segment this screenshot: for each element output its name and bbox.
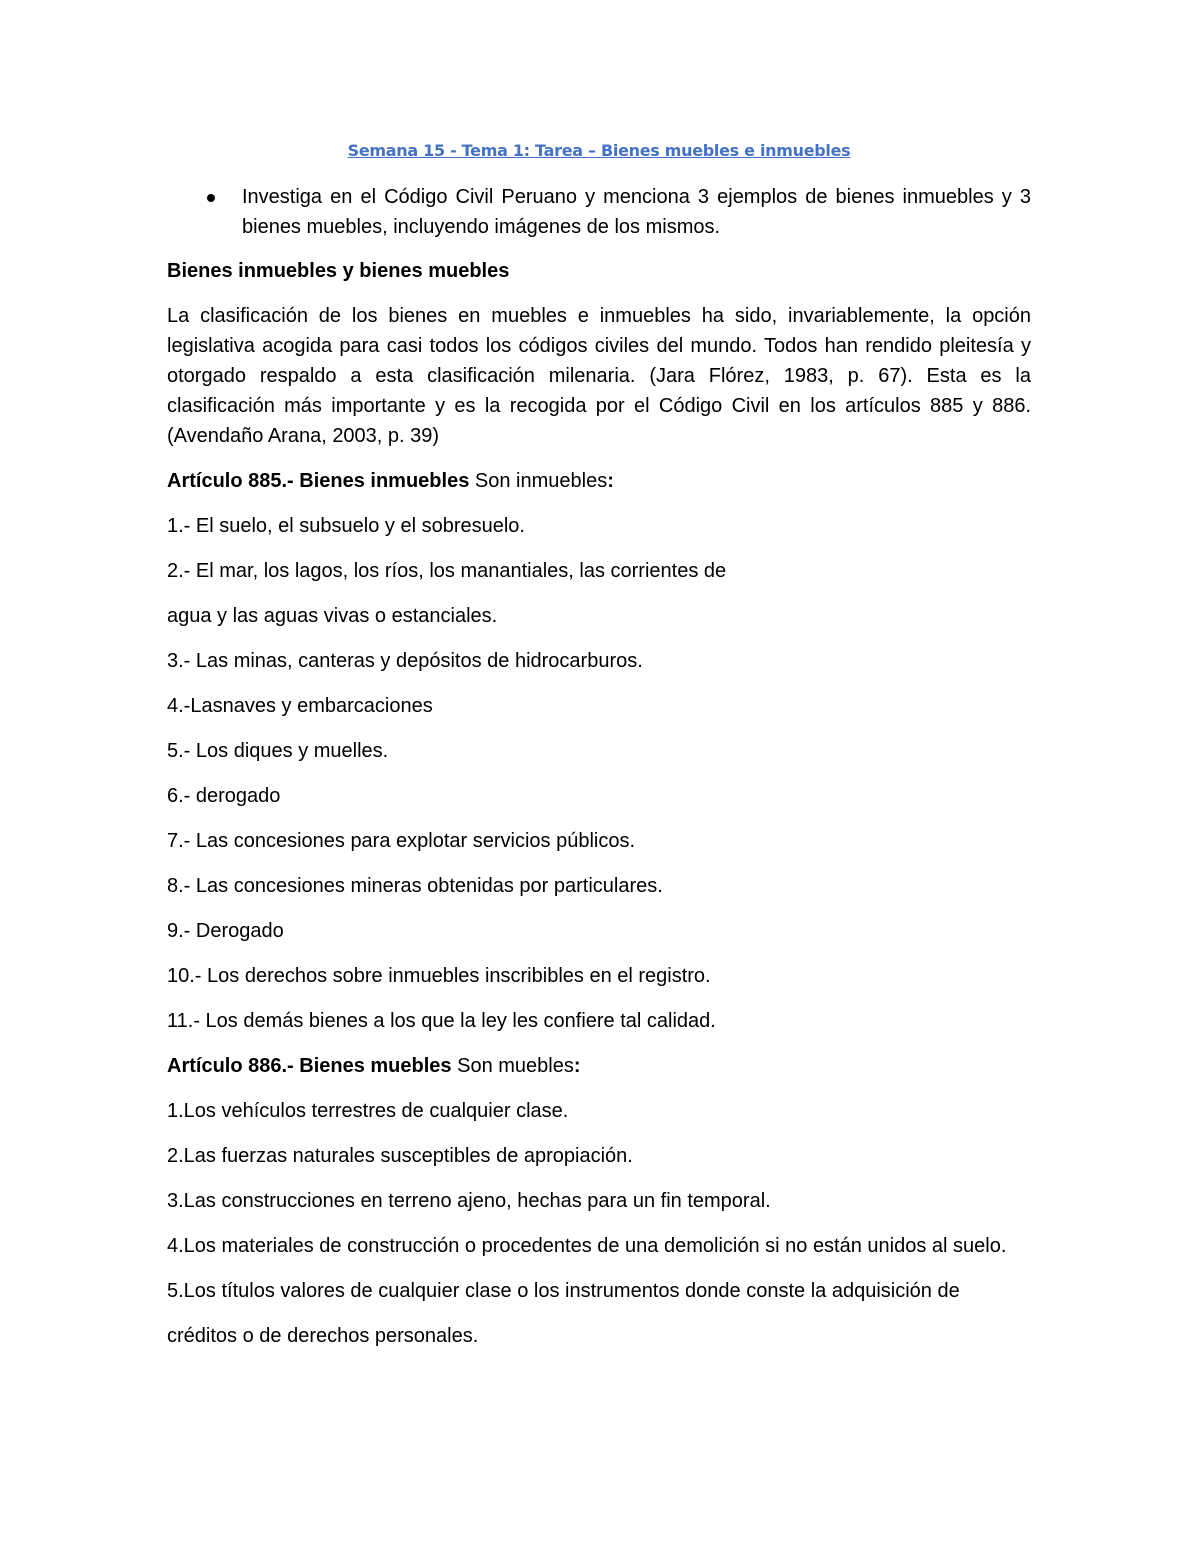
article-886-lead: Son muebles bbox=[451, 1055, 574, 1077]
list-item: 6.- derogado bbox=[167, 785, 281, 807]
article-885-colon: : bbox=[607, 470, 614, 492]
list-item: 11.- Los demás bienes a los que la ley les confiere tal calidad. bbox=[167, 1010, 716, 1032]
list-item: 7.- Las concesiones para explotar servicios públicos. bbox=[167, 830, 636, 852]
list-item: 1.Los vehículos terrestres de cualquier clase. bbox=[167, 1100, 569, 1122]
task-bullet-text: Investiga en el Código Civil Peruano y menciona 3 ejemplos de bienes inmuebles y 3 bienes muebles, incluyendo imágenes de los mismos. bbox=[242, 186, 1031, 238]
list-item: 10.- Los derechos sobre inmuebles inscribibles en el registro. bbox=[167, 965, 711, 987]
list-item: 4.-Lasnaves y embarcaciones bbox=[167, 695, 433, 717]
document-title: Semana 15 - Tema 1: Tarea – Bienes muebles e inmuebles bbox=[347, 141, 851, 160]
article-885-heading: Artículo 885.- Bienes inmuebles bbox=[167, 470, 470, 492]
list-item: 2.- El mar, los lagos, los ríos, los manantiales, las corrientes de bbox=[167, 560, 727, 582]
bullet-icon bbox=[207, 194, 215, 202]
list-item: 3.Las construcciones en terreno ajeno, hechas para un fin temporal. bbox=[167, 1190, 771, 1212]
list-item: 2.Las fuerzas naturales susceptibles de apropiación. bbox=[167, 1145, 633, 1167]
list-item: 3.- Las minas, canteras y depósitos de hidrocarburos. bbox=[167, 650, 643, 672]
task-bullet bbox=[167, 182, 1031, 242]
list-item: 5.Los títulos valores de cualquier clase o los instrumentos donde conste la adquisición de bbox=[167, 1280, 960, 1302]
list-item: agua y las aguas vivas o estanciales. bbox=[167, 605, 498, 627]
list-item: 4.Los materiales de construcción o procedentes de una demolición si no están unidos al suelo. bbox=[167, 1235, 1007, 1257]
list-item: 5.- Los diques y muelles. bbox=[167, 740, 389, 762]
article-886-heading-line bbox=[167, 1051, 1031, 1081]
list-item: 1.- El suelo, el subsuelo y el sobresuelo. bbox=[167, 515, 525, 537]
article-885-heading-line bbox=[167, 466, 1031, 496]
list-item: créditos o de derechos personales. bbox=[167, 1325, 479, 1347]
intro-paragraph: La clasificación de los bienes en muebles e inmuebles ha sido, invariablemente, la opción legislativa acogida para casi todos los códigos civiles del mundo. Todos han rendido pleitesía y otorgado respaldo a esta clasificación milenaria. (Jara Flórez, 1983, p. 67). Esta es la clasificación más importante y es la recogida por el Código Civil en los artículos 885 y 886. (Avendaño Arana, 2003, p. 39) bbox=[167, 305, 1031, 447]
section-heading: Bienes inmuebles y bienes muebles bbox=[167, 260, 510, 282]
list-item: 9.- Derogado bbox=[167, 920, 284, 942]
list-item: 8.- Las concesiones mineras obtenidas por particulares. bbox=[167, 875, 663, 897]
article-886-heading: Artículo 886.- Bienes muebles bbox=[167, 1055, 452, 1077]
article-885-lead: Son inmuebles bbox=[469, 470, 608, 492]
document-body bbox=[167, 256, 1031, 1366]
article-886-colon: : bbox=[573, 1055, 581, 1077]
